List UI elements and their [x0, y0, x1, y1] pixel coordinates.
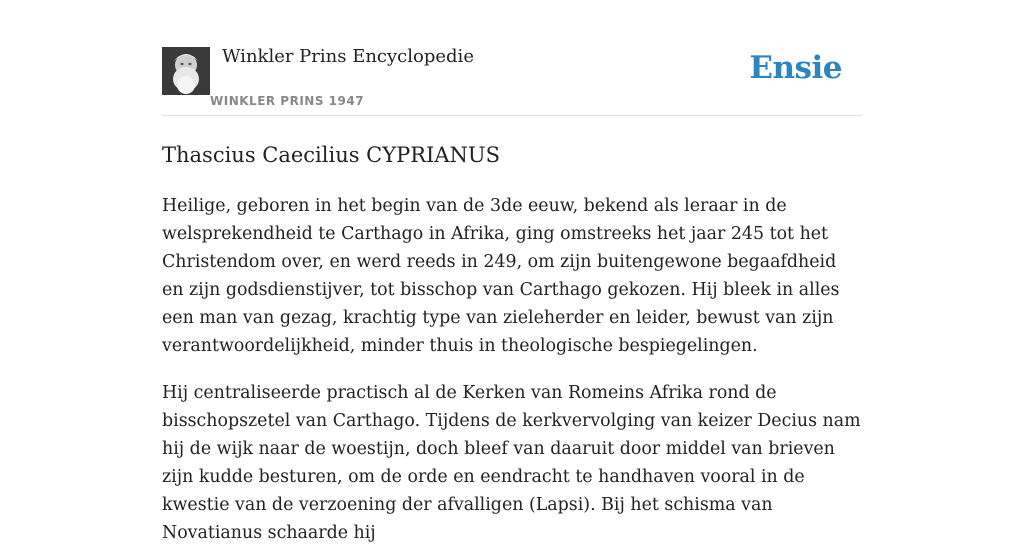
article-body [162, 192, 862, 547]
page [162, 0, 862, 547]
article-paragraph: Heilige, geboren in het begin van de 3de eeuw, bekend als leraar in de welsprekendheid te Carthago in Afrika, ging omstreeks het jaar 245 tot het Christendom over, en werd reeds in 249, om zijn buitengewone begaafdheid en zijn godsdienstijver, tot bisschop van Carthago gekozen. Hij bleek in alles een man van gezag, krachtig type van zieleherder en leider, bewust van zijn verantwoordelijkheid, minder thuis in theologische bespiegelingen. [162, 196, 840, 356]
header [162, 0, 862, 116]
source-title[interactable]: Winkler Prins Encyclopedie [222, 46, 474, 67]
article-paragraph: Hij centraliseerde practisch al de Kerken van Romeins Afrika rond de bisschopszetel van Carthago. Tijdens de kerkvervolging van keizer Decius nam hij de wijk naar de woestijn, doch bleef van daaruit door middel van brieven zijn kudde besturen, om de orde en eendracht te handhaven vooral in de kwestie van de verzoening der afvalligen (Lapsi). Bij het schisma van Novatianus schaarde hij [162, 383, 861, 543]
article-title: Thascius Caecilius CYPRIANUS [162, 143, 500, 167]
source-subtitle[interactable]: WINKLER PRINS 1947 [210, 94, 365, 108]
brand-logo[interactable]: Ensie [749, 50, 842, 86]
portrait-avatar-icon[interactable] [162, 47, 210, 95]
